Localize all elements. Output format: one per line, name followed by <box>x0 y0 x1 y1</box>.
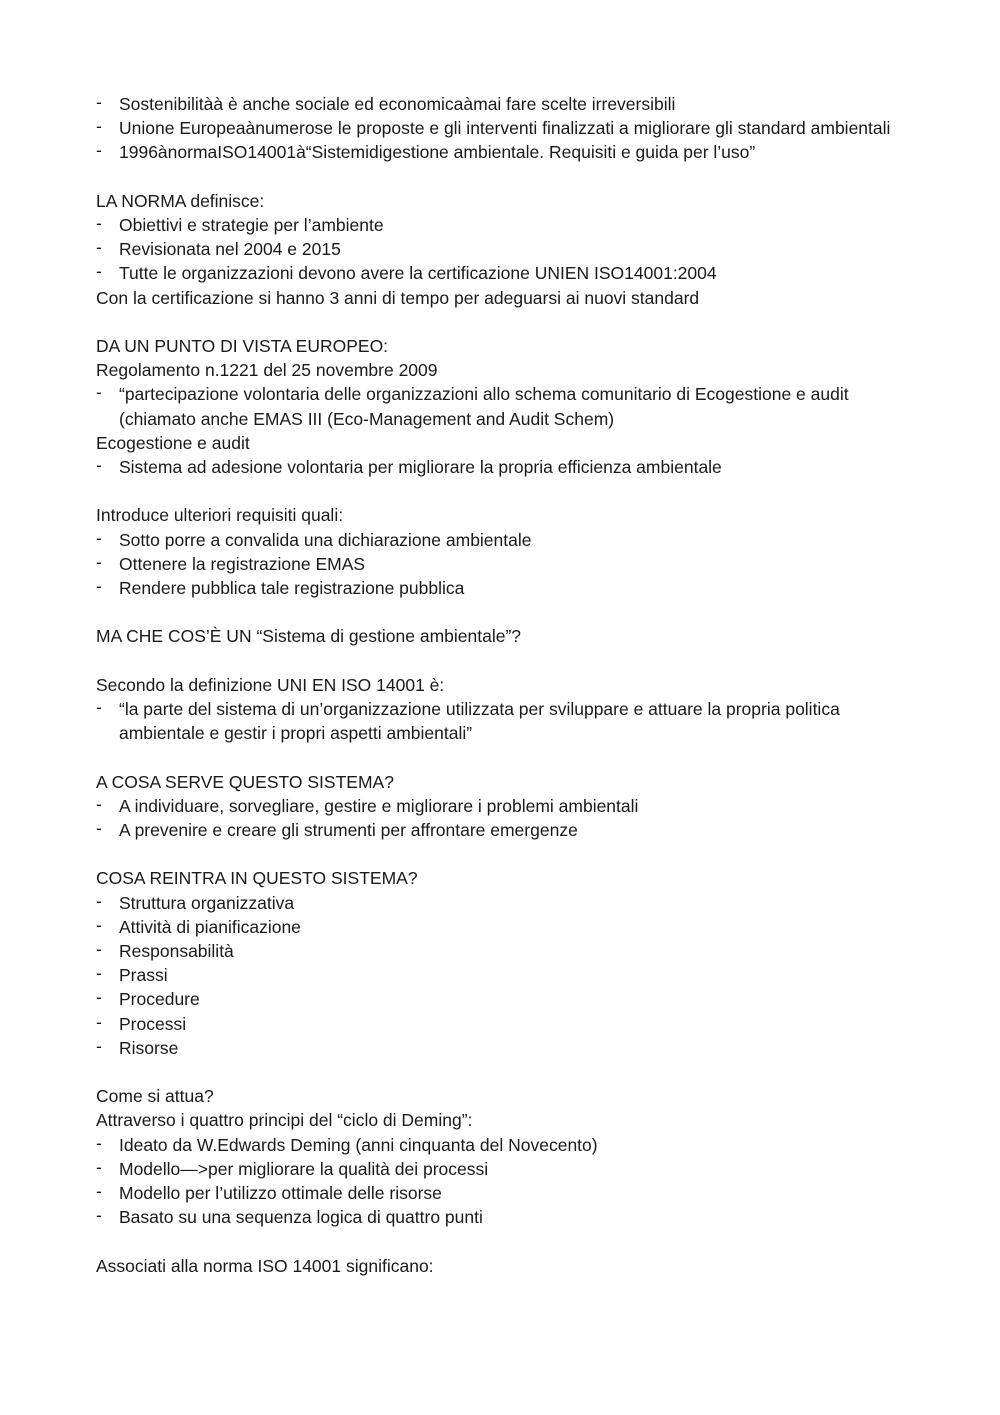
bullet-text: Rendere pubblica tale registrazione pubblica <box>119 578 465 599</box>
bullet-dash: - <box>96 1011 102 1032</box>
bullet-text: Modello per l’utilizzo ottimale delle risorse <box>119 1183 442 1204</box>
bullet-dash: - <box>96 455 102 476</box>
bullet-dash: - <box>96 92 102 112</box>
bullet-item <box>96 213 916 237</box>
bullet-text: 1996ànormaISO14001à“Sistemidigestione ambientale. Requisiti e guida per l’uso” <box>119 142 756 163</box>
bullet-text: A individuare, sorvegliare, gestire e migliorare i problemi ambientali <box>119 795 639 816</box>
bullet-text: Responsabilità <box>119 941 234 961</box>
bullet-item <box>96 455 916 479</box>
bullet-item <box>96 261 916 285</box>
bullet-dash: - <box>96 939 102 959</box>
bullet-item <box>96 92 916 116</box>
bullet-item <box>96 116 916 140</box>
bullet-dash: - <box>96 987 102 1008</box>
bullet-text: Procedure <box>119 989 200 1010</box>
text-line: Come si attua? <box>96 1086 214 1107</box>
bullet-item <box>96 140 916 164</box>
bullet-text: “la parte del sistema di un’organizzazione utilizzata per sviluppare e attuare la propria politica ambientale e gestir i propri aspetti ambientali” <box>119 699 840 744</box>
paragraph-spacer <box>96 842 916 866</box>
bullet-text: A prevenire e creare gli strumenti per affrontare emergenze <box>119 820 578 840</box>
bullet-text: Unione Europeaànumerose le proposte e gli interventi finalizzati a migliorare gli standard ambientali <box>119 118 891 139</box>
bullet-dash: - <box>96 1132 102 1153</box>
bullet-item <box>96 528 916 552</box>
bullet-item <box>96 1036 916 1060</box>
bullet-dash: - <box>96 1035 102 1056</box>
bullet-text: Struttura organizzativa <box>119 892 295 913</box>
bullet-text: Ideato da W.Edwards Deming (anni cinquanta del Novecento) <box>119 1134 598 1155</box>
bullet-item <box>96 237 916 261</box>
bullet-text: Risorse <box>119 1037 179 1058</box>
bullet-dash: - <box>96 261 102 282</box>
bullet-dash: - <box>96 527 102 548</box>
bullet-item <box>96 794 916 818</box>
text-line: Associati alla norma ISO 14001 significano: <box>96 1255 434 1276</box>
bullet-dash: - <box>96 140 102 161</box>
text-line: Regolamento n.1221 del 25 novembre 2009 <box>96 360 438 381</box>
bullet-item <box>96 576 916 600</box>
bullet-item <box>96 382 916 430</box>
paragraph-spacer <box>96 479 916 503</box>
paragraph-spacer <box>96 649 916 673</box>
text-line: COSA REINTRA IN QUESTO SISTEMA? <box>96 868 418 889</box>
paragraph-spacer <box>96 745 916 769</box>
bullet-text: “partecipazione volontaria delle organizzazioni allo schema comunitario di Ecogestione e audit (chiamato anche EMAS III (Eco-Management and Audit Schem) <box>119 384 849 429</box>
bullet-item <box>96 552 916 576</box>
text-line: LA NORMA definisce: <box>96 190 265 211</box>
document-page <box>96 92 916 1278</box>
bullet-text: Ottenere la registrazione EMAS <box>119 553 366 574</box>
bullet-dash: - <box>96 1205 102 1226</box>
bullet-item <box>96 697 916 745</box>
bullet-dash: - <box>96 213 102 233</box>
bullet-text: Basato su una sequenza logica di quattro punti <box>119 1207 483 1228</box>
paragraph-spacer <box>96 1060 916 1084</box>
bullet-item <box>96 1133 916 1157</box>
bullet-item <box>96 1012 916 1036</box>
text-line: A COSA SERVE QUESTO SISTEMA? <box>96 771 394 792</box>
bullet-dash: - <box>96 890 102 911</box>
bullet-item <box>96 939 916 963</box>
text-line: MA CHE COS’È UN “Sistema di gestione ambientale”? <box>96 626 522 647</box>
text-line: DA UN PUNTO DI VISTA EUROPEO: <box>96 336 389 356</box>
bullet-dash: - <box>96 818 102 838</box>
paragraph-spacer <box>96 310 916 334</box>
bullet-text: Sostenibilitàà è anche sociale ed economicaàmai fare scelte irreversibili <box>119 94 676 114</box>
bullet-item <box>96 1157 916 1181</box>
bullet-dash: - <box>96 697 102 717</box>
bullet-text: Sotto porre a convalida una dichiarazione ambientale <box>119 529 532 550</box>
bullet-dash: - <box>96 551 102 572</box>
bullet-text: Sistema ad adesione volontaria per migliorare la propria efficienza ambientale <box>119 457 722 478</box>
bullet-dash: - <box>96 1181 102 1202</box>
bullet-dash: - <box>96 914 102 935</box>
bullet-dash: - <box>96 116 102 137</box>
bullet-text: Obiettivi e strategie per l’ambiente <box>119 215 384 235</box>
bullet-item <box>96 1181 916 1205</box>
bullet-text: Prassi <box>119 965 168 986</box>
bullet-text: Tutte le organizzazioni devono avere la certificazione UNIEN ISO14001:2004 <box>119 263 717 284</box>
bullet-item <box>96 891 916 915</box>
bullet-text: Revisionata nel 2004 e 2015 <box>119 239 341 260</box>
bullet-dash: - <box>96 793 102 814</box>
text-line: Con la certificazione si hanno 3 anni di tempo per adeguarsi ai nuovi standard <box>96 287 700 308</box>
bullet-dash: - <box>96 1156 102 1177</box>
text-line: Ecogestione e audit <box>96 432 250 453</box>
bullet-text: Attività di pianificazione <box>119 916 301 937</box>
bullet-dash: - <box>96 963 102 984</box>
bullet-text: Processi <box>119 1013 187 1034</box>
bullet-item <box>96 987 916 1011</box>
bullet-text: Modello—>per migliorare la qualità dei processi <box>119 1158 489 1179</box>
bullet-dash: - <box>96 237 102 258</box>
paragraph-spacer <box>96 165 916 189</box>
bullet-dash: - <box>96 576 102 597</box>
bullet-item <box>96 963 916 987</box>
bullet-item <box>96 1205 916 1229</box>
text-line: Introduce ulteriori requisiti quali: <box>96 505 344 526</box>
bullet-item <box>96 818 916 842</box>
text-line: Attraverso i quattro principi del “ciclo di Deming”: <box>96 1110 473 1131</box>
bullet-dash: - <box>96 382 102 403</box>
paragraph-spacer <box>96 1229 916 1253</box>
paragraph-spacer <box>96 600 916 624</box>
bullet-item <box>96 915 916 939</box>
text-line: Secondo la definizione UNI EN ISO 14001 è: <box>96 674 445 695</box>
